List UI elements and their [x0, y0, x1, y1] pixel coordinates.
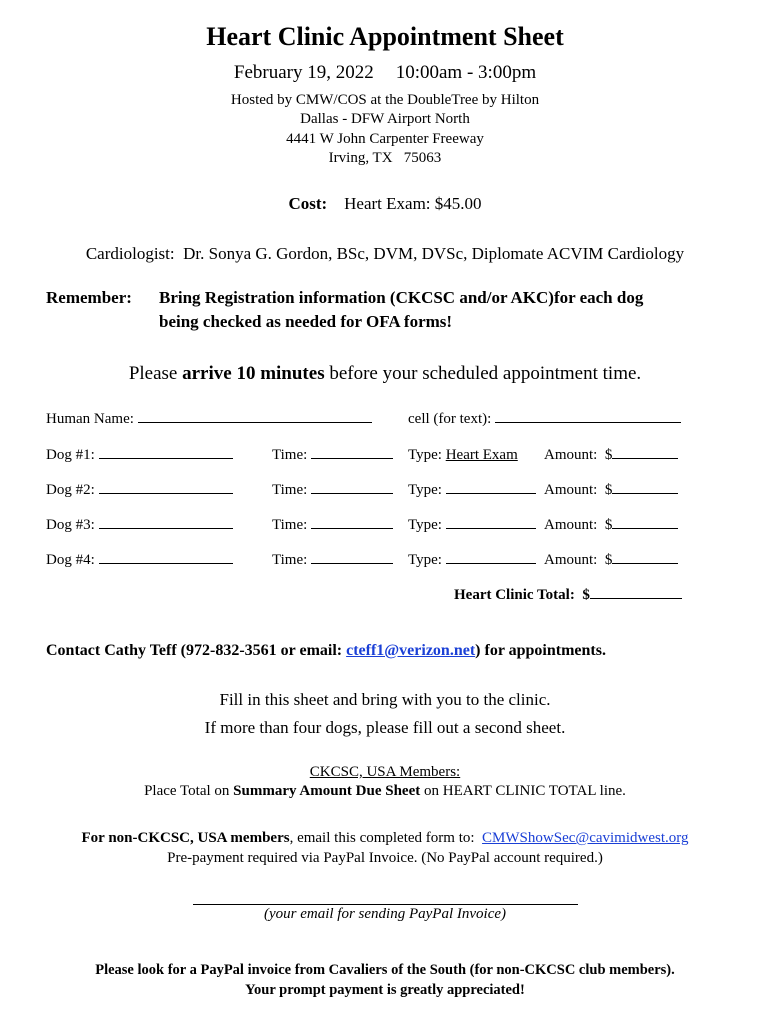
venue-line-3: 4441 W John Carpenter Freeway	[286, 131, 484, 147]
cell-label: cell (for text):	[408, 411, 492, 427]
contact-line	[46, 642, 606, 660]
fill-in-line-1: Fill in this sheet and bring with you to the clinic.	[219, 690, 551, 709]
time-field[interactable]	[311, 457, 393, 459]
dog-label: Dog #3:	[46, 517, 95, 533]
members-after: on HEART CLINIC TOTAL line.	[420, 783, 626, 799]
arrive-bold: arrive 10 minutes	[182, 363, 325, 384]
dog-row-1-amount	[544, 447, 678, 464]
non-members-email-link[interactable]: CMWShowSec@cavimidwest.org	[482, 830, 689, 846]
paypal-email-caption: (your email for sending PayPal Invoice)	[263, 906, 506, 922]
time-label: Time:	[272, 482, 308, 498]
human-name-field[interactable]	[138, 421, 372, 423]
amount-label: Amount:	[544, 517, 598, 533]
dog-row-2-time	[272, 482, 393, 499]
type-label: Type:	[408, 482, 442, 498]
amount-currency: $	[604, 517, 613, 533]
dog-label: Dog #2:	[46, 482, 95, 498]
dog-row-4-time	[272, 552, 393, 569]
time-field[interactable]	[311, 492, 393, 494]
amount-currency: $	[604, 482, 613, 498]
dog-row-2-name	[46, 482, 233, 499]
closing-line-2: Your prompt payment is greatly appreciated!	[245, 982, 525, 998]
dog-name-field[interactable]	[99, 527, 233, 529]
arrive-text-after: before your scheduled appointment time.	[324, 363, 642, 384]
venue-line-4: Irving, TX 75063	[328, 150, 442, 166]
total-currency: $	[582, 587, 590, 603]
type-value: Heart Exam	[445, 447, 518, 463]
dog-row-3-name	[46, 517, 233, 534]
amount-field[interactable]	[612, 527, 678, 529]
non-members-line	[0, 830, 770, 847]
amount-currency: $	[604, 447, 613, 463]
dog-label: Dog #4:	[46, 552, 95, 568]
dog-row-3-time	[272, 517, 393, 534]
date-time-line	[0, 62, 770, 84]
dog-row-4-type	[408, 552, 536, 569]
cost-value: Heart Exam: $45.00	[344, 194, 482, 213]
human-name-row	[46, 411, 372, 428]
dog-row-2-amount	[544, 482, 678, 499]
members-before: Place Total on	[144, 783, 234, 799]
dog-row-1-name	[46, 447, 233, 464]
cardiologist-line: Cardiologist: Dr. Sonya G. Gordon, BSc, DVM, DVSc, Diplomate ACVIM Cardiology	[85, 244, 685, 263]
dog-row-2-type	[408, 482, 536, 499]
type-label: Type:	[408, 517, 442, 533]
non-members-bold: For non-CKCSC, USA members	[81, 830, 290, 846]
total-row	[454, 587, 682, 604]
dog-row-1-type	[408, 447, 518, 464]
cell-field[interactable]	[495, 421, 681, 423]
contact-before: Contact Cathy Teff (972-832-3561 or email:	[46, 642, 347, 659]
human-name-label: Human Name:	[46, 411, 134, 427]
type-field[interactable]	[446, 527, 536, 529]
amount-field[interactable]	[612, 562, 678, 564]
non-members-text: , email this completed form to:	[289, 830, 483, 846]
time-label: Time:	[272, 552, 308, 568]
paypal-email-field[interactable]	[193, 904, 578, 905]
total-label: Heart Clinic Total:	[454, 587, 575, 603]
amount-currency: $	[604, 552, 613, 568]
dog-name-field[interactable]	[99, 492, 233, 494]
dog-row-1-time	[272, 447, 393, 464]
members-line	[0, 783, 770, 800]
contact-after: ) for appointments.	[475, 642, 606, 659]
cell-row	[408, 411, 681, 428]
time-field[interactable]	[311, 562, 393, 564]
amount-field[interactable]	[612, 457, 678, 459]
total-field[interactable]	[590, 597, 682, 599]
cost-line	[0, 194, 770, 214]
venue-line-1: Hosted by CMW/COS at the DoubleTree by Hilton	[230, 92, 540, 108]
time-label: Time:	[272, 447, 308, 463]
time-field[interactable]	[311, 527, 393, 529]
dog-name-field[interactable]	[99, 562, 233, 564]
venue-line-2: Dallas - DFW Airport North	[300, 111, 470, 127]
amount-label: Amount:	[544, 447, 598, 463]
type-field[interactable]	[446, 562, 536, 564]
event-time-range: 10:00am - 3:00pm	[395, 62, 537, 83]
dog-name-field[interactable]	[99, 457, 233, 459]
amount-label: Amount:	[544, 552, 598, 568]
members-heading: CKCSC, USA Members:	[309, 764, 461, 780]
type-field[interactable]	[446, 492, 536, 494]
type-label: Type:	[408, 552, 442, 568]
dog-row-4-amount	[544, 552, 678, 569]
dog-row-4-name	[46, 552, 233, 569]
remember-line-1: Bring Registration information (CKCSC and/or AKC)for each dog	[159, 288, 644, 307]
cost-label: Cost:	[288, 194, 328, 213]
time-label: Time:	[272, 517, 308, 533]
dog-row-3-type	[408, 517, 536, 534]
dog-label: Dog #1:	[46, 447, 95, 463]
arrive-line	[0, 363, 770, 385]
page-title: Heart Clinic Appointment Sheet	[206, 22, 564, 51]
closing-line-1: Please look for a PayPal invoice from Cavaliers of the South (for non-CKCSC club members).	[95, 962, 675, 978]
remember-label: Remember:	[46, 288, 132, 307]
fill-in-line-2: If more than four dogs, please fill out a second sheet.	[204, 718, 566, 737]
members-bold: Summary Amount Due Sheet	[233, 783, 421, 799]
amount-label: Amount:	[544, 482, 598, 498]
non-members-line-2: Pre-payment required via PayPal Invoice. (No PayPal account required.)	[167, 850, 603, 866]
type-label: Type:	[408, 447, 446, 463]
contact-email-link[interactable]: cteff1@verizon.net	[346, 642, 476, 659]
remember-line-2: being checked as needed for OFA forms!	[159, 312, 453, 331]
amount-field[interactable]	[612, 492, 678, 494]
event-date: February 19, 2022	[233, 62, 374, 83]
dog-row-3-amount	[544, 517, 678, 534]
arrive-text-before: Please	[128, 363, 183, 384]
